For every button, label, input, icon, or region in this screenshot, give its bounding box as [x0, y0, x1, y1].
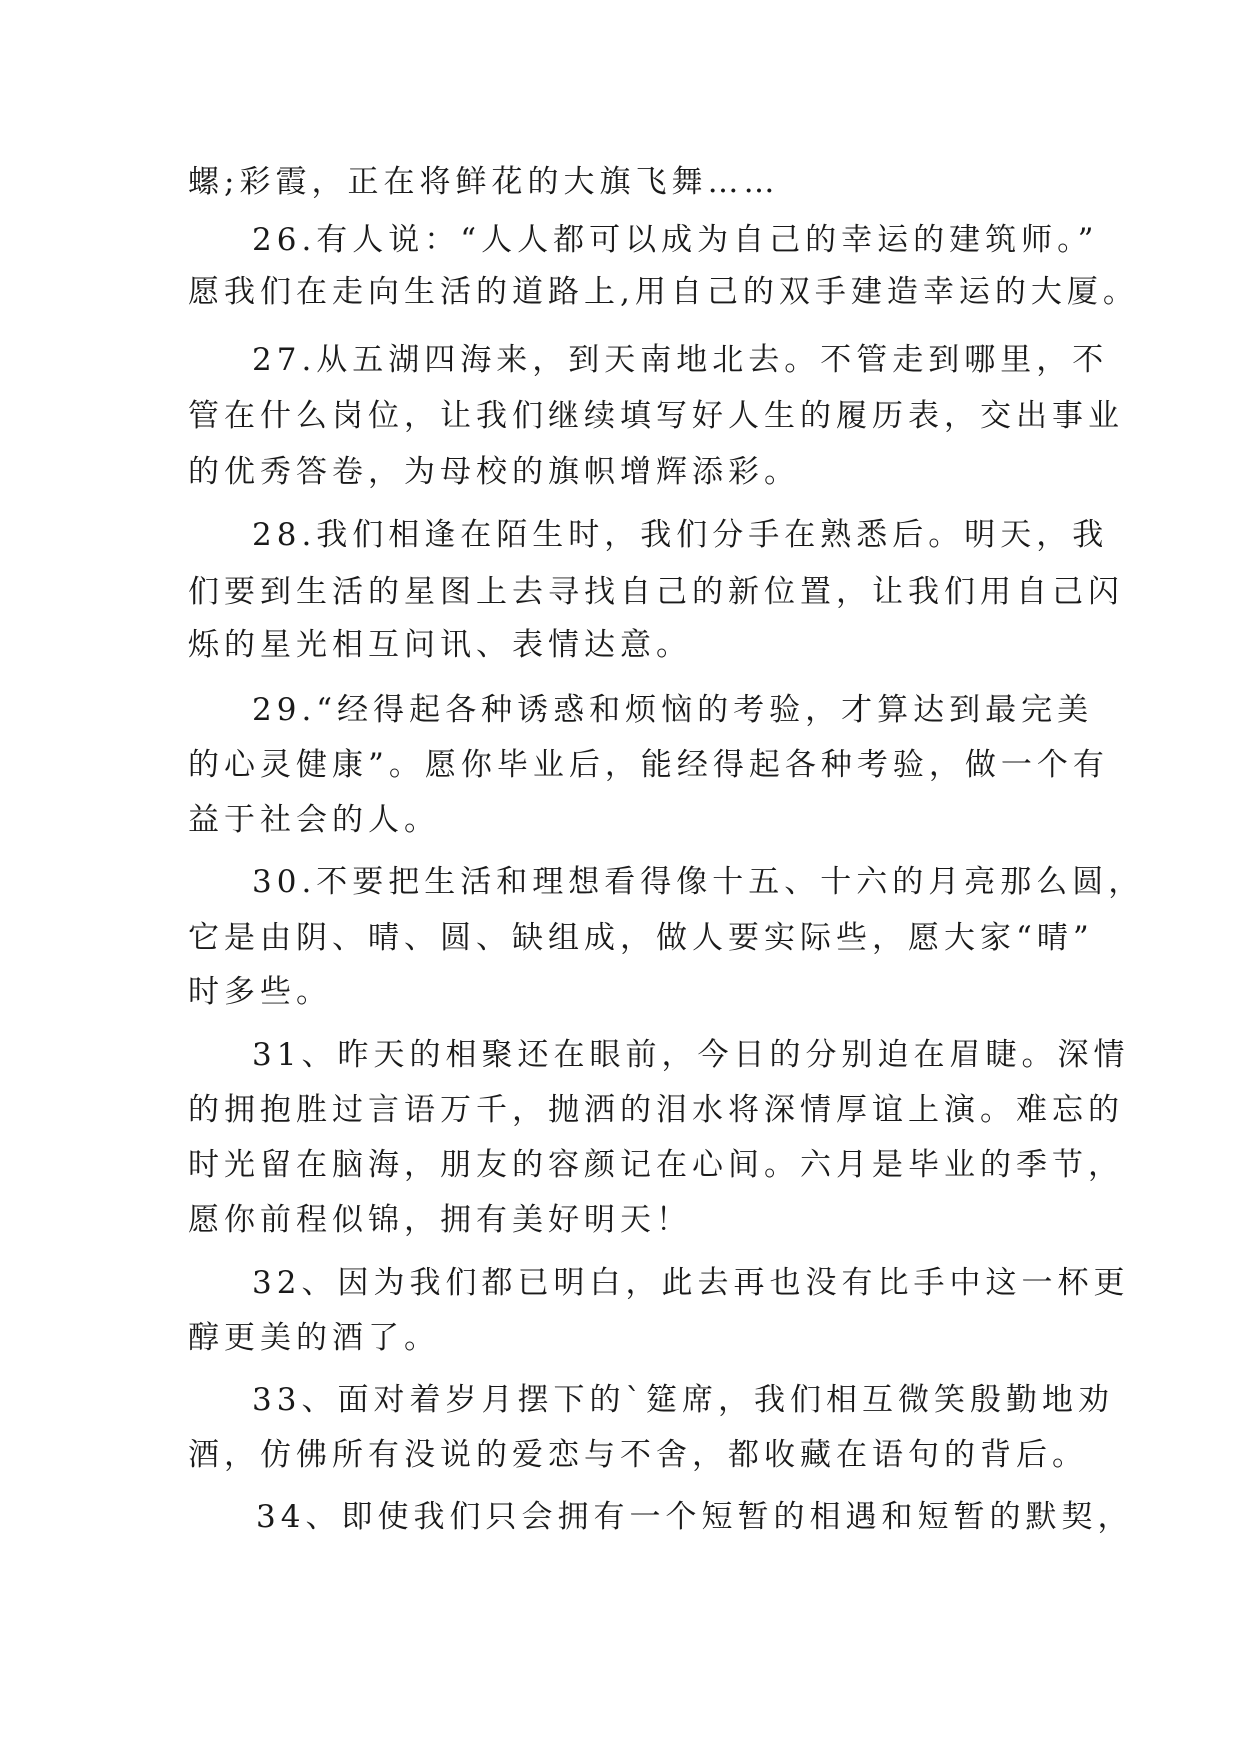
text-line: 管在什么岗位，让我们继续填写好人生的履历表，交出事业: [188, 398, 1124, 434]
text-line: 的优秀答卷，为母校的旗帜增辉添彩。: [188, 454, 800, 490]
text-line: 28.我们相逢在陌生时，我们分手在熟悉后。明天，我: [252, 517, 1109, 553]
text-line: 时多些。: [188, 974, 332, 1010]
text-line: 愿你前程似锦，拥有美好明天！: [188, 1202, 692, 1238]
text-line: 它是由阴、晴、圆、缺组成，做人要实际些，愿大家“晴”: [188, 920, 1094, 956]
text-line: 酒，仿佛所有没说的爱恋与不舍，都收藏在语句的背后。: [188, 1437, 1088, 1473]
text-line: 30.不要把生活和理想看得像十五、十六的月亮那么圆，: [252, 864, 1145, 900]
text-line: 31、昨天的相聚还在眼前，今日的分别迫在眉睫。深情: [252, 1037, 1130, 1073]
text-line: 们要到生活的星图上去寻找自己的新位置，让我们用自己闪: [188, 574, 1124, 610]
text-line: 33、面对着岁月摆下的`筵席，我们相互微笑殷勤地劝: [252, 1382, 1114, 1418]
text-line: 益于社会的人。: [188, 802, 440, 838]
text-line: 愿我们在走向生活的道路上,用自己的双手建造幸运的大厦。: [188, 274, 1139, 310]
text-line: 醇更美的酒了。: [188, 1320, 440, 1356]
text-line: 34、即使我们只会拥有一个短暂的相遇和短暂的默契，: [256, 1499, 1134, 1535]
text-line: 27.从五湖四海来，到天南地北去。不管走到哪里，不: [252, 342, 1109, 378]
text-line: 32、因为我们都已明白，此去再也没有比手中这一杯更: [252, 1265, 1130, 1301]
text-line: 时光留在脑海，朋友的容颜记在心间。六月是毕业的季节，: [188, 1147, 1124, 1183]
text-line: 的心灵健康”。愿你毕业后，能经得起各种考验，做一个有: [188, 747, 1109, 783]
text-line: 螺;彩霞，正在将鲜花的大旗飞舞……: [188, 164, 780, 200]
text-line: 烁的星光相互问讯、表情达意。: [188, 627, 692, 663]
text-line: 26.有人说：“人人都可以成为自己的幸运的建筑师。”: [252, 222, 1099, 258]
text-line: 的拥抱胜过言语万千，抛洒的泪水将深情厚谊上演。难忘的: [188, 1092, 1124, 1128]
text-line: 29.“经得起各种诱惑和烦恼的考验，才算达到最完美: [252, 692, 1094, 728]
